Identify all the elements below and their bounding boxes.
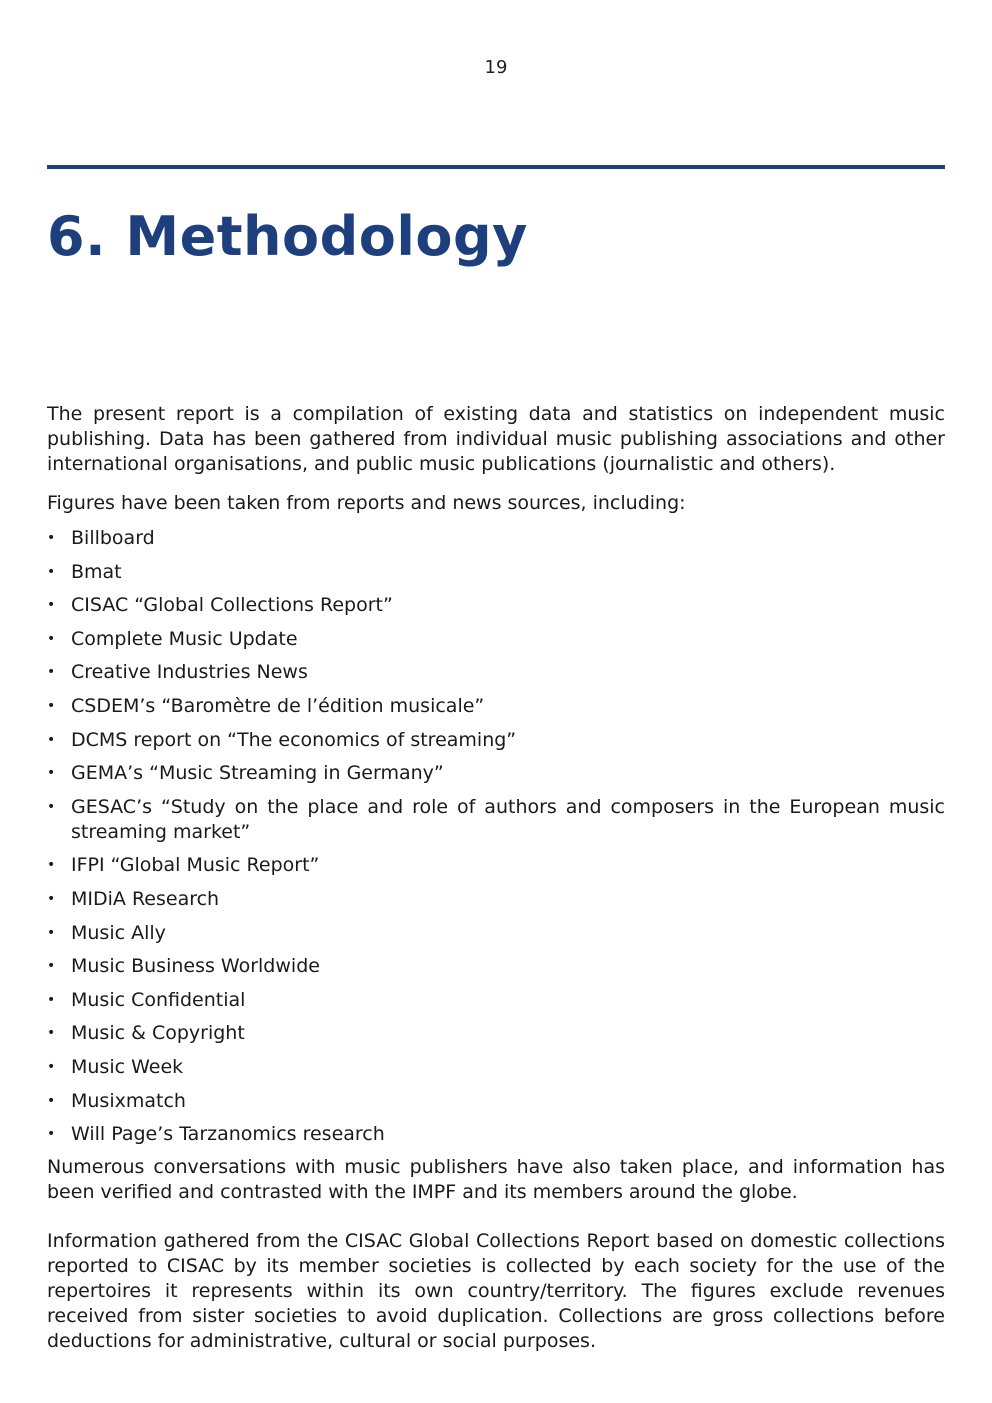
source-list-item	[47, 1122, 945, 1147]
bullet-icon: •	[47, 563, 56, 580]
source-label: Complete Music Update	[71, 627, 298, 650]
source-list-item	[47, 1055, 945, 1080]
bullet-icon: •	[47, 697, 56, 714]
source-label: Music Business Worldwide	[71, 955, 320, 978]
bullet-icon: •	[47, 798, 56, 815]
source-list-item	[47, 593, 945, 618]
header-divider	[47, 165, 945, 169]
bullet-icon: •	[47, 1058, 56, 1075]
source-list-item	[47, 560, 945, 585]
bullet-icon: •	[47, 630, 56, 647]
section-title: 6. Methodology	[47, 205, 528, 268]
source-label: Billboard	[71, 527, 155, 549]
cisac-info-paragraph: Information gathered from the CISAC Global Collections Report based on domestic collections reported to CISAC by its member societies is collected by each society for the use of the repertoires it represents within its own country/territory. The figures exclude revenues received from sister societies to avoid duplication. Collections are gross collections before deductions for administrative, cultural or social purposes.	[47, 1229, 945, 1352]
intro-paragraph: The present report is a compilation of existing data and statistics on independent music publishing. Data has been gathered from individual music publishing associations and other international organisations, and public music publications (journalistic and others).	[47, 403, 945, 475]
bullet-icon: •	[47, 890, 56, 907]
source-label: Music & Copyright	[71, 1022, 245, 1045]
bullet-icon: •	[47, 991, 56, 1008]
source-label: Music Week	[71, 1055, 184, 1078]
source-list-item	[47, 954, 945, 979]
bullet-icon: •	[47, 530, 56, 546]
source-label: CSDEM’s “Baromètre de l’édition musicale”	[71, 694, 485, 717]
bullet-icon: •	[47, 765, 56, 782]
source-list-item	[47, 660, 945, 685]
source-list-item	[47, 761, 945, 786]
bullet-icon: •	[47, 857, 56, 874]
bullet-icon: •	[47, 731, 56, 748]
source-list-item	[47, 694, 945, 719]
source-list-item	[47, 728, 945, 753]
source-label: Creative Industries News	[71, 661, 308, 684]
source-list-item	[47, 627, 945, 652]
bullet-icon: •	[47, 1126, 56, 1143]
source-list-item	[47, 526, 945, 551]
source-list-item	[47, 921, 945, 946]
source-list-item	[47, 1021, 945, 1046]
page-number: 19	[484, 57, 508, 78]
source-label: Music Confidential	[71, 988, 246, 1011]
sources-list	[47, 526, 945, 1147]
source-label: DCMS report on “The economics of streaming”	[71, 728, 517, 751]
bullet-icon: •	[47, 924, 56, 941]
bullet-icon: •	[47, 664, 56, 681]
source-label: IFPI “Global Music Report”	[71, 854, 320, 877]
source-label: Bmat	[71, 560, 122, 583]
conversations-paragraph: Numerous conversations with music publishers have also taken place, and information has been verified and contrasted with the IMPF and its members around the globe.	[47, 1155, 945, 1203]
bullet-icon: •	[47, 1092, 56, 1109]
body-content	[47, 402, 945, 1354]
source-label: Will Page’s Tarzanomics research	[71, 1123, 385, 1146]
source-list-item	[47, 887, 945, 912]
source-label: GEMA’s “Music Streaming in Germany”	[71, 762, 444, 785]
figures-lead-paragraph: Figures have been taken from reports and news sources, including:	[47, 492, 686, 514]
bullet-icon: •	[47, 958, 56, 975]
source-label: Music Ally	[71, 921, 166, 944]
bullet-icon: •	[47, 1025, 56, 1042]
source-list-item	[47, 988, 945, 1013]
source-label: Musixmatch	[71, 1089, 186, 1112]
source-list-item	[47, 795, 945, 845]
source-label: CISAC “Global Collections Report”	[71, 594, 393, 617]
bullet-icon: •	[47, 597, 56, 614]
source-list-item	[47, 1089, 945, 1114]
source-label: MIDiA Research	[71, 887, 220, 910]
source-list-item	[47, 853, 945, 878]
source-label: GESAC’s “Study on the place and role of authors and composers in the European music streaming market”	[71, 795, 945, 843]
